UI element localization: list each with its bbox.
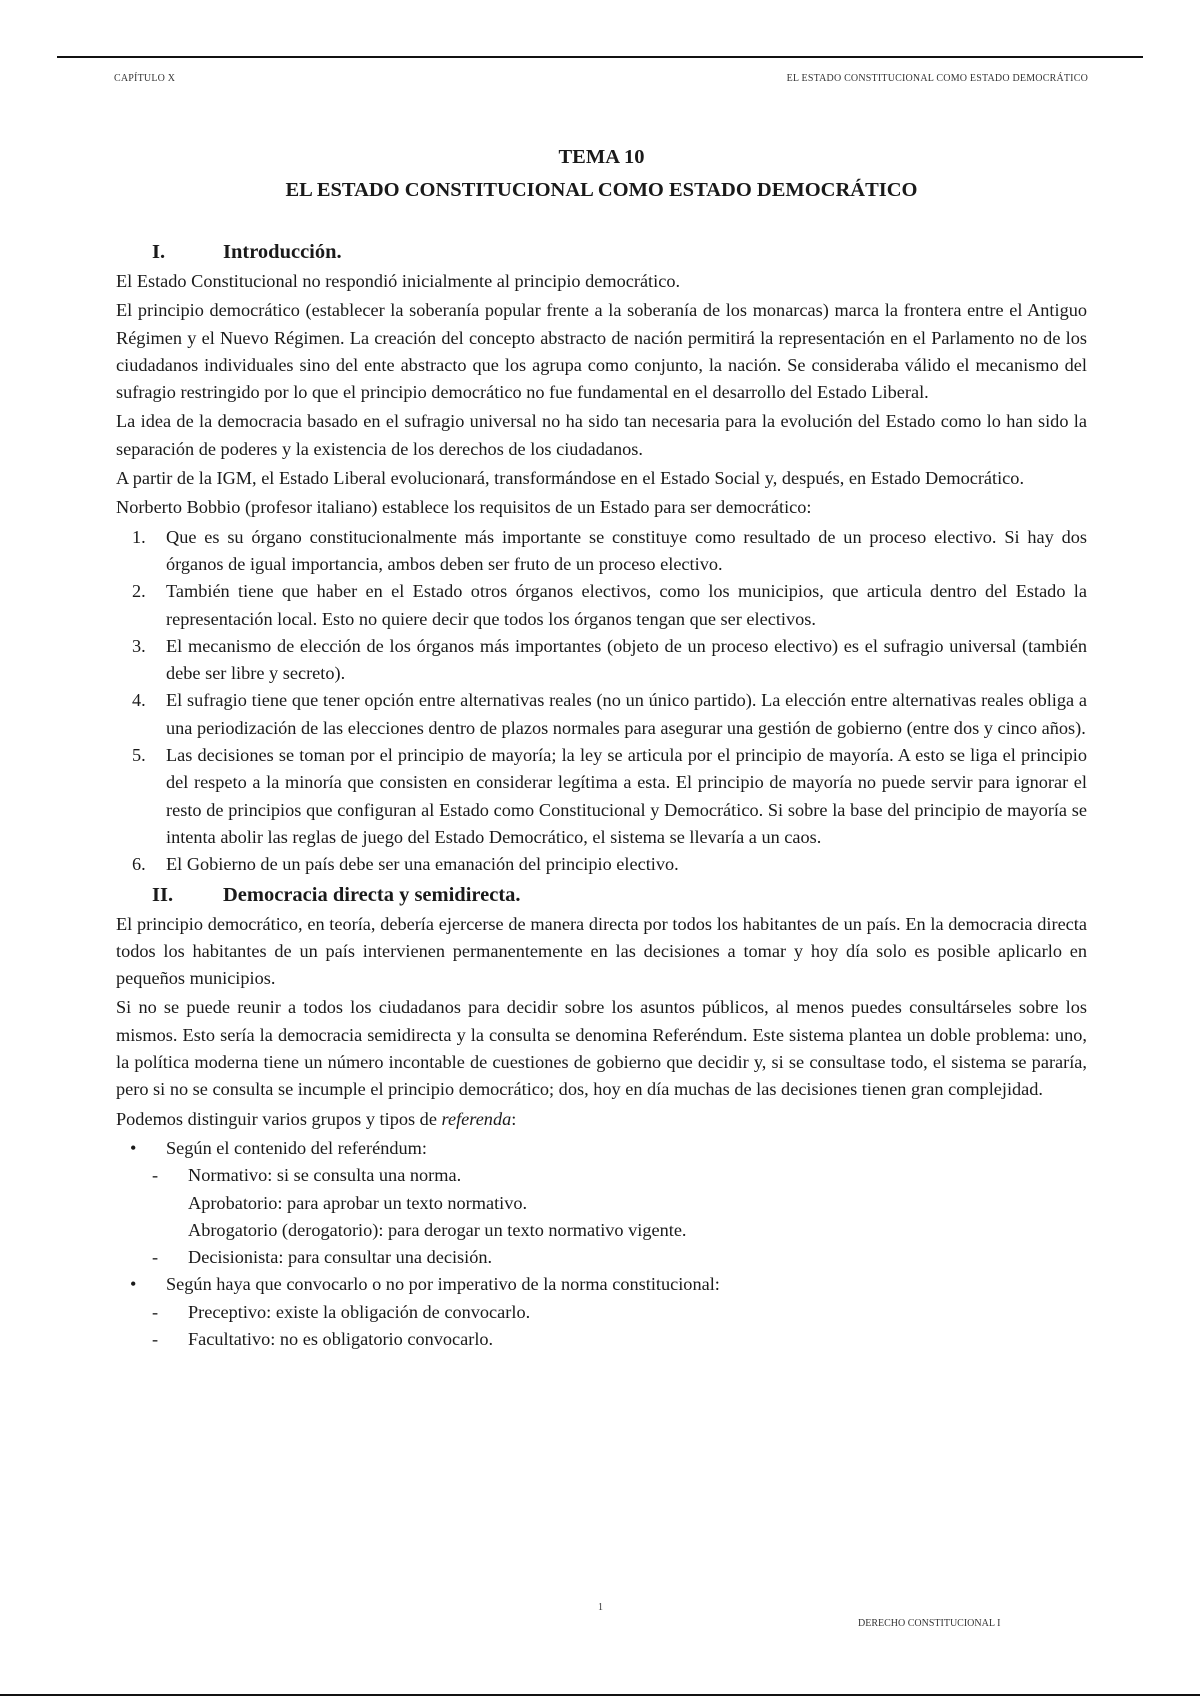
paragraph: El principio democrático (establecer la soberanía popular frente a la soberanía de los monarcas) marca la frontera entre el Antiguo Régimen y el Nuevo Régimen. La creación del concepto abstracto de nación permitirá la representación en el Parlamento no de los ciudadanos individuales sino del ente abstracto que los agrupa como conjunto, la nación. Se consideraba válido el mecanismo del sufragio restringido por lo que el principio democrático no fue fundamental en el desarrollo del Estado Liberal. <box>116 300 1087 403</box>
header-rule <box>57 56 1143 58</box>
paragraph: A partir de la IGM, el Estado Liberal evolucionará, transformándose en el Estado Social y, después, en Estado Democrático. <box>116 468 1025 489</box>
section-number: II. <box>152 883 174 906</box>
list-number: 3. <box>132 635 146 656</box>
paragraph: Si no se puede reunir a todos los ciudadanos para decidir sobre los asuntos públicos, al menos puedes consultárseles sobre los mismos. Esto sería la democracia semidirecta y la consulta se denomina Referéndum. Este sistema plantea un doble problema: uno, la política moderna tiene un número incontable de cuestiones de gobierno que decidir y, si se consultase todo, el sistema se pararía, pero si no se consulta se incumple el principio democrático; dos, hoy en día muchas de las decisiones tienen gran complejidad. <box>116 997 1087 1100</box>
list-item <box>116 851 1087 878</box>
footer-course-name: DERECHO CONSTITUCIONAL I <box>858 1618 1001 1629</box>
list-item-text: El sufragio tiene que tener opción entre alternativas reales (no un único partido). La elección entre alternativas reales obliga a una periodización de las elecciones dentro de plazos normales para asegurar una gestión de gobierno (entre dos y cinco años). <box>166 690 1087 738</box>
dash-icon: - <box>152 1301 159 1322</box>
list-number: 6. <box>132 854 146 875</box>
requirements-list <box>116 524 1087 879</box>
paragraph: La idea de la democracia basado en el sufragio universal no ha sido tan necesaria para la evolución del Estado como lo han sido la separación de poderes y la existencia de los derechos de los ciudadanos. <box>116 411 1087 459</box>
section-number: I. <box>152 241 166 263</box>
paragraph: Norberto Bobbio (profesor italiano) establece los requisitos de un Estado para ser democrático: <box>116 497 812 518</box>
section-title: Introducción. <box>223 241 342 263</box>
bullet-icon: • <box>130 1137 137 1158</box>
list-number: 2. <box>132 581 146 602</box>
list-item <box>116 742 1087 851</box>
list-item-text: Que es su órgano constitucionalmente más importante se constituye como resultado de un proceso electivo. Si hay dos órganos de igual importancia, ambos deben ser fruto de un proceso electivo. <box>166 526 1087 574</box>
paragraph <box>116 1106 1087 1133</box>
page-number: 1 <box>598 1602 603 1613</box>
footer-rule <box>0 1694 1200 1696</box>
paragraph-text: : <box>511 1108 517 1129</box>
bullet-item <box>116 1271 1087 1298</box>
list-item <box>116 524 1087 579</box>
dash-icon: - <box>152 1328 159 1349</box>
sub-item: Aprobatorio: para aprobar un texto normativo. <box>188 1192 528 1213</box>
dash-item <box>116 1326 1087 1353</box>
list-number: 1. <box>132 526 146 547</box>
dash-item <box>116 1299 1087 1326</box>
dash-item <box>116 1244 1087 1271</box>
list-item-text: También tiene que haber en el Estado otros órganos electivos, como los municipios, que articula dentro del Estado la representación local. Esto no quiere decir que todos los órganos tengan que ser electivos. <box>166 581 1087 629</box>
referenda-types-list <box>116 1135 1087 1162</box>
list-item <box>116 578 1087 633</box>
paragraph: El principio democrático, en teoría, debería ejercerse de manera directa por todos los habitantes de un país. En la democracia directa todos los habitantes de un país intervienen permanentemente en las decisiones a tomar y hoy día solo es posible aplicarlo en pequeños municipios. <box>116 913 1087 989</box>
list-item-text: Las decisiones se toman por el principio de mayoría; la ley se articula por el principio de mayoría. A esto se liga el principio del respeto a la minoría que consisten en considerar legítima a esta. El principio de mayoría no puede servir para ignorar el resto de principios que configuran al Estado como Constitucional y Democrático. Si sobre la base del principio de mayoría se intenta abolir las reglas de juego del Estado Democrático, el sistema se llevaría a un caos. <box>166 745 1087 847</box>
dash-icon: - <box>152 1247 159 1268</box>
bullet-text: Según el contenido del referéndum: <box>166 1137 427 1158</box>
dash-item <box>116 1162 1087 1189</box>
italic-term: referenda <box>441 1108 512 1129</box>
list-item <box>116 633 1087 688</box>
referenda-types-list <box>116 1271 1087 1298</box>
dash-text: Preceptivo: existe la obligación de convocarlo. <box>188 1301 531 1322</box>
page-body <box>116 142 1087 1353</box>
bullet-text: Según haya que convocarlo o no por imperativo de la norma constitucional: <box>166 1274 720 1295</box>
list-number: 5. <box>132 745 146 766</box>
section-heading-2 <box>116 879 1087 911</box>
section-title: Democracia directa y semidirecta. <box>223 883 521 906</box>
running-header-left: CAPÍTULO X <box>114 73 176 84</box>
document-title: EL ESTADO CONSTITUCIONAL COMO ESTADO DEMOCRÁTICO <box>285 179 918 201</box>
list-number: 4. <box>132 690 146 711</box>
running-header-right: EL ESTADO CONSTITUCIONAL COMO ESTADO DEMOCRÁTICO <box>786 73 1088 84</box>
list-item-text: El mecanismo de elección de los órganos más importantes (objeto de un proceso electivo) es el sufragio universal (también debe ser libre y secreto). <box>166 635 1087 684</box>
dash-text: Facultativo: no es obligatorio convocarlo. <box>188 1328 494 1349</box>
sub-item: Abrogatorio (derogatorio): para derogar un texto normativo vigente. <box>188 1219 687 1240</box>
dash-text: Normativo: si se consulta una norma. <box>188 1165 462 1186</box>
document-title-number: TEMA 10 <box>558 146 645 168</box>
dash-icon: - <box>152 1165 159 1186</box>
bullet-icon: • <box>130 1274 137 1295</box>
paragraph: El Estado Constitucional no respondió inicialmente al principio democrático. <box>116 271 681 291</box>
dash-text: Decisionista: para consultar una decisión. <box>188 1247 493 1268</box>
section-heading-1 <box>116 236 1087 268</box>
paragraph-text: Podemos distinguir varios grupos y tipos de <box>116 1108 442 1129</box>
list-item-text: El Gobierno de un país debe ser una emanación del principio electivo. <box>166 854 679 875</box>
list-item <box>116 687 1087 742</box>
bullet-item <box>116 1135 1087 1162</box>
